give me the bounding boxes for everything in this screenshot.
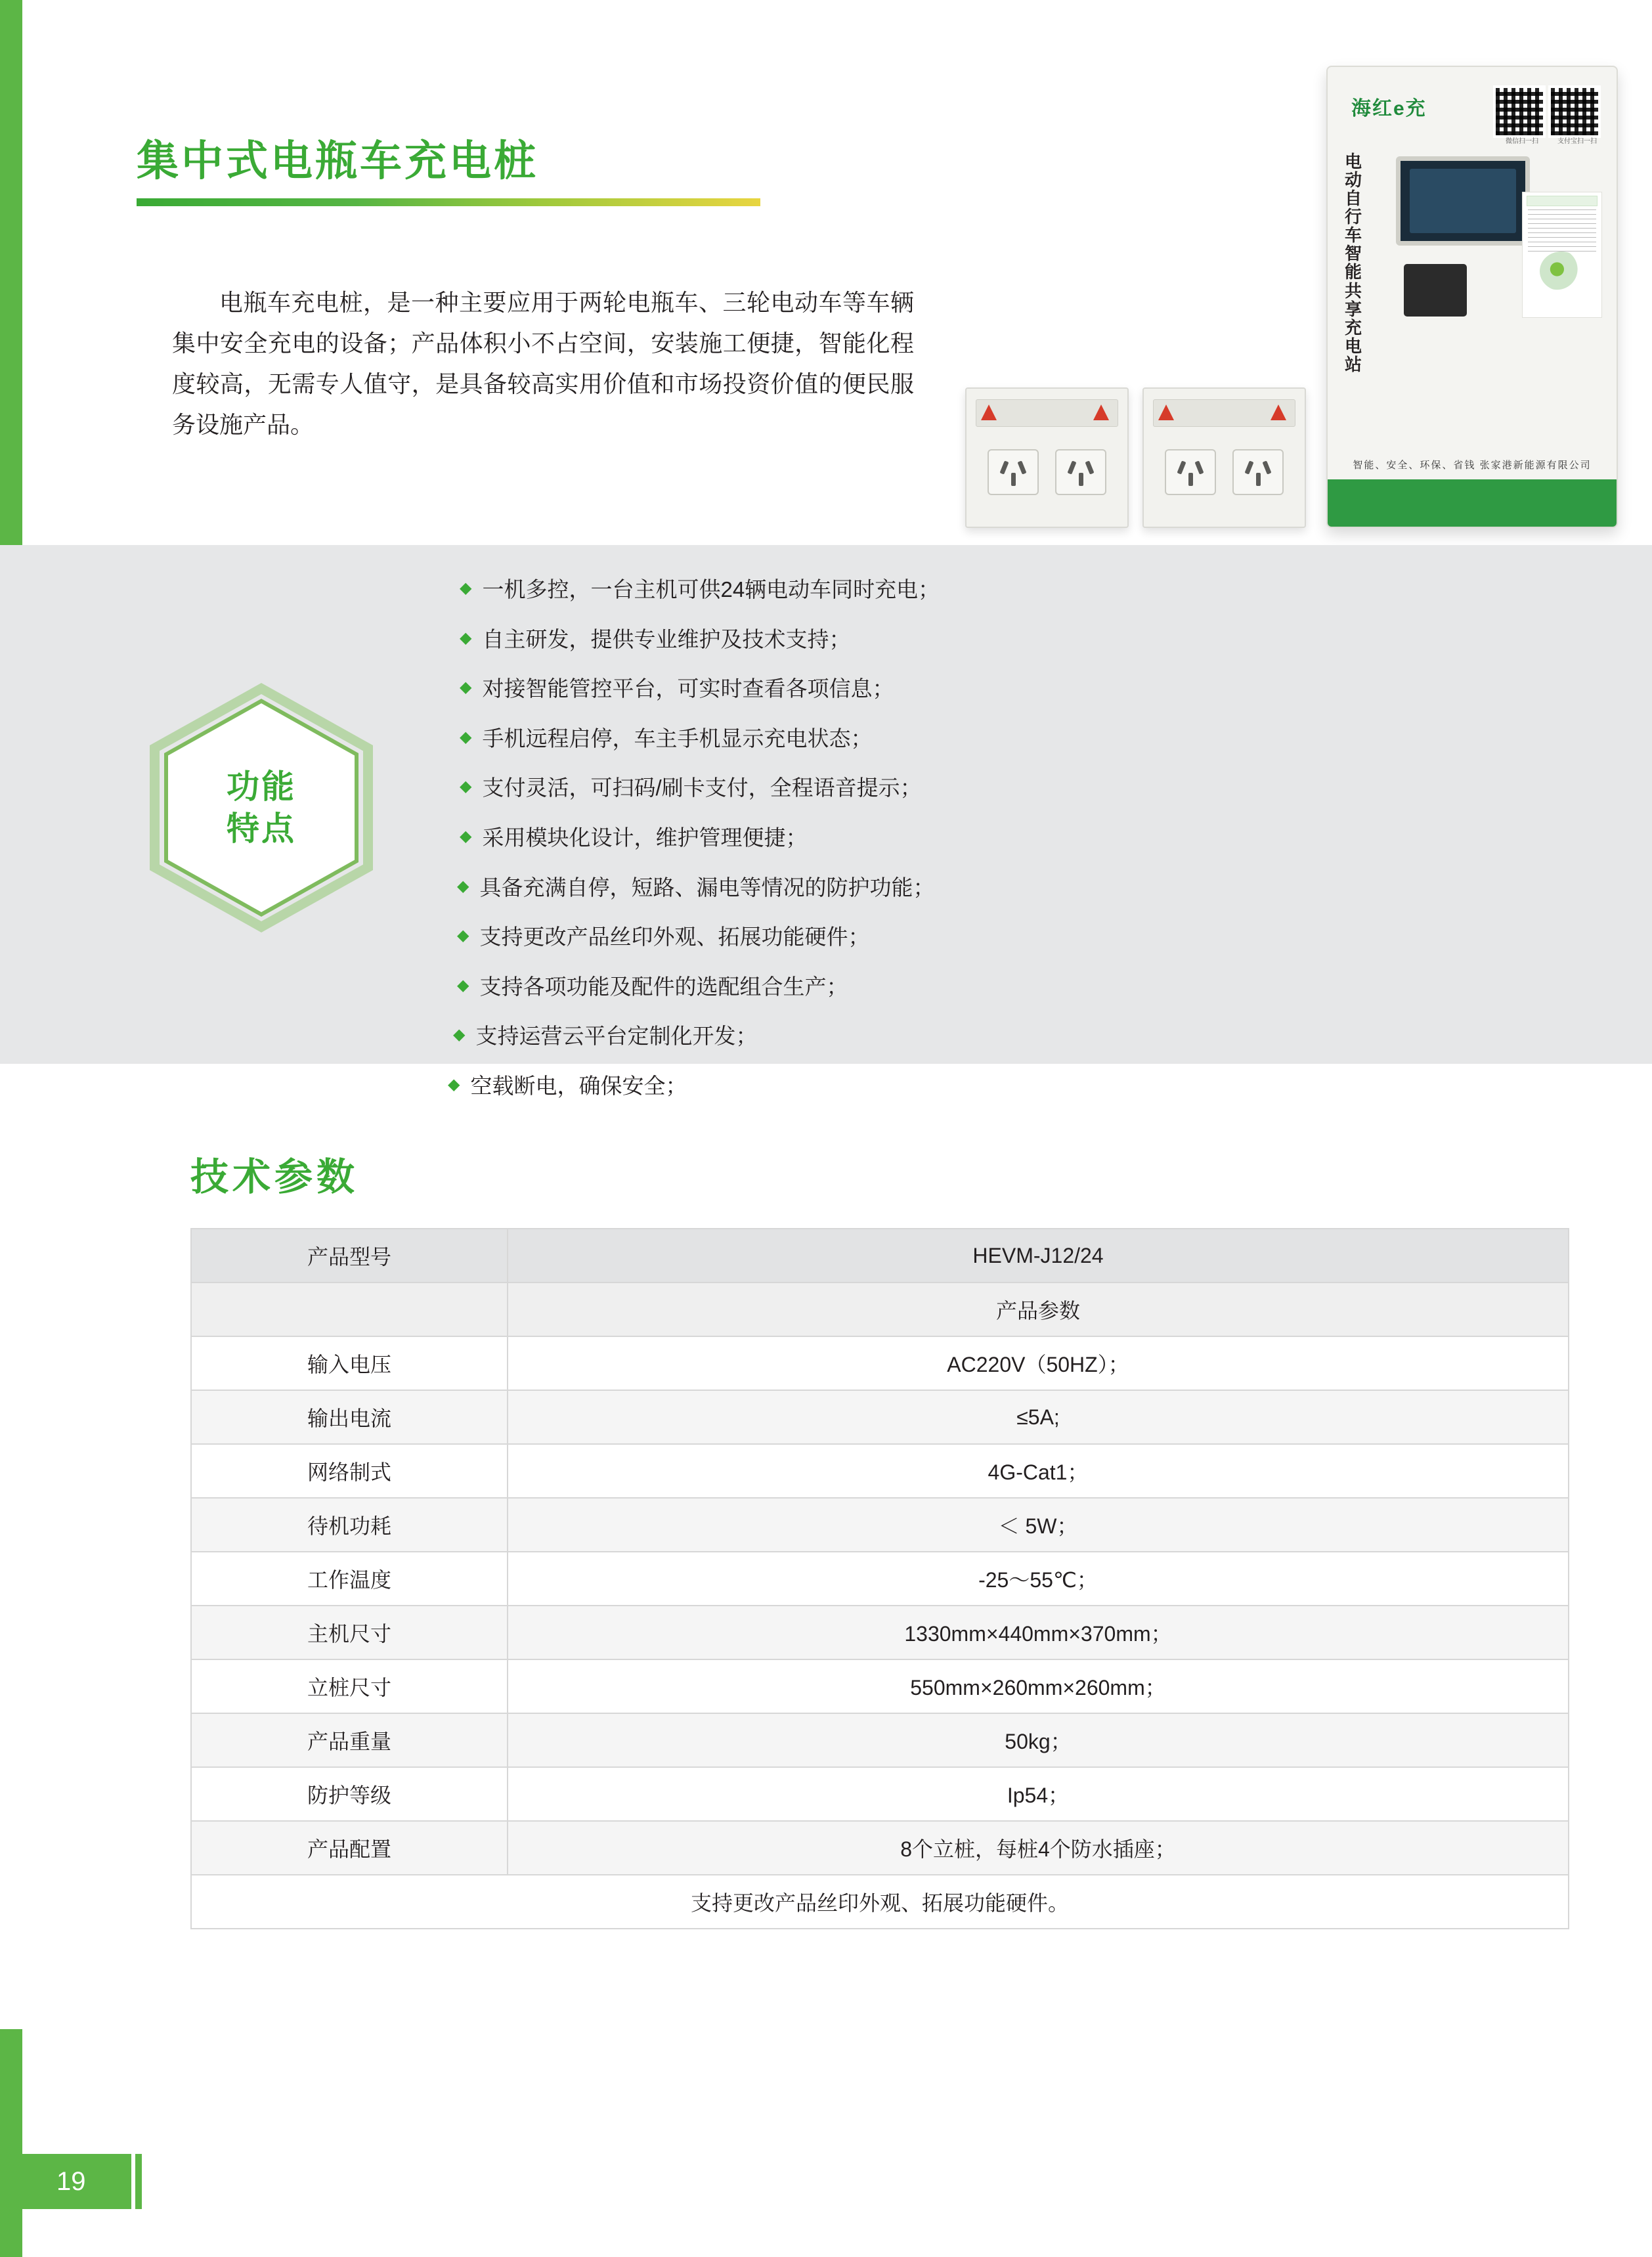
spec-key: 输入电压 — [191, 1336, 508, 1390]
list-item — [457, 974, 1445, 1000]
socket-outlet-icon — [988, 449, 1039, 495]
spec-key: 产品重量 — [191, 1713, 508, 1767]
diamond-bullet-icon: ◆ — [460, 678, 472, 697]
list-item-label: 自主研发，提供专业维护及技术支持； — [482, 626, 851, 651]
table-row — [191, 1390, 1569, 1444]
diamond-bullet-icon: ◆ — [457, 976, 469, 994]
list-item — [457, 924, 1445, 950]
list-item-label: 具备充满自停，短路、漏电等情况的防护功能； — [479, 875, 935, 900]
list-item — [448, 1073, 1445, 1099]
spec-value: -25～55℃； — [508, 1552, 1569, 1606]
diamond-bullet-icon: ◆ — [460, 728, 472, 746]
list-item — [457, 875, 1445, 901]
station-vertical-text: 电动自行车智能共享充电站 — [1345, 152, 1363, 374]
spec-header-key: 产品型号 — [191, 1229, 508, 1282]
socket-box-top-strip — [1153, 399, 1295, 427]
specs-section-title: 技术参数 — [190, 1156, 359, 1198]
spec-key: 立桩尺寸 — [191, 1659, 508, 1713]
spec-value: 50kg； — [508, 1713, 1569, 1767]
station-brand-label: 海红e充 — [1351, 98, 1427, 120]
spec-value: AC220V（50HZ）； — [508, 1336, 1569, 1390]
page-number-box — [0, 2154, 131, 2209]
page-number-tick — [135, 2154, 142, 2209]
table-row — [191, 1552, 1569, 1606]
table-row — [191, 1767, 1569, 1821]
table-row — [191, 1444, 1569, 1498]
table-row — [191, 1713, 1569, 1767]
product-photo-group — [939, 66, 1622, 525]
spec-note: 支持更改产品丝印外观、拓展功能硬件。 — [191, 1875, 1569, 1929]
spec-key: 输出电流 — [191, 1390, 508, 1444]
socket-outlet-icon — [1165, 449, 1216, 495]
station-footer-bar — [1328, 479, 1617, 527]
list-item-label: 对接智能管控平台，可实时查看各项信息； — [482, 676, 894, 701]
list-item — [460, 577, 1445, 603]
spec-value: 4G-Cat1； — [508, 1444, 1569, 1498]
spec-key: 网络制式 — [191, 1444, 508, 1498]
qr-code-icon — [1548, 85, 1601, 138]
qr-code-icon — [1493, 85, 1546, 138]
spec-key: 产品配置 — [191, 1821, 508, 1875]
diamond-bullet-icon: ◆ — [457, 927, 469, 945]
spec-key: 防护等级 — [191, 1767, 508, 1821]
diamond-bullet-icon: ◆ — [460, 628, 472, 647]
socket-box-image-2 — [1142, 387, 1306, 528]
table-row — [191, 1606, 1569, 1659]
features-badge-line2: 特点 — [227, 810, 296, 847]
spec-value: 8个立桩，每桩4个防水插座； — [508, 1821, 1569, 1875]
charging-station-image — [1326, 66, 1618, 528]
list-item — [460, 825, 1445, 851]
diamond-bullet-icon: ◆ — [448, 1075, 460, 1093]
list-item-label: 支持更改产品丝印外观、拓展功能硬件； — [479, 925, 870, 950]
list-item — [460, 676, 1445, 702]
list-item — [460, 626, 1445, 653]
table-row — [191, 1336, 1569, 1390]
station-footer-text: 智能、安全、环保、省钱 张家港新能源有限公司 — [1353, 460, 1592, 471]
list-item-label: 手机远程启停，车主手机显示充电状态； — [482, 726, 873, 751]
diamond-bullet-icon: ◆ — [460, 579, 472, 597]
socket-outlet-icon — [1055, 449, 1106, 495]
spec-key: 主机尺寸 — [191, 1606, 508, 1659]
spec-value: ＜ 5W； — [508, 1498, 1569, 1552]
table-row-note — [191, 1875, 1569, 1929]
spec-key: 待机功耗 — [191, 1498, 508, 1552]
socket-box-image-1 — [965, 387, 1129, 528]
title-underline — [137, 198, 760, 206]
list-item-label: 一机多控，一台主机可供24辆电动车同时充电； — [482, 577, 940, 602]
list-item-label: 支持运营云平台定制化开发； — [475, 1024, 758, 1049]
intro-paragraph: 电瓶车充电桩，是一种主要应用于两轮电瓶车、三轮电动车等车辆集中安全充电的设备；产品体积小不占空间，安装施工便捷，智能化程度较高，无需专人值守，是具备较高实用价值和市场投资价值的便民服务设施产品。 — [172, 289, 914, 438]
features-badge-line1: 功能 — [227, 768, 296, 805]
table-row — [191, 1498, 1569, 1552]
page-title-block — [137, 138, 767, 206]
diamond-bullet-icon: ◆ — [460, 778, 472, 796]
qr-caption-left: 微信扫一扫 — [1506, 138, 1538, 145]
list-item-label: 空载断电，确保安全； — [470, 1073, 687, 1098]
specs-table — [190, 1228, 1569, 1929]
socket-outlet-icon — [1232, 449, 1284, 495]
spec-value: 550mm×260mm×260mm； — [508, 1659, 1569, 1713]
list-item — [453, 1023, 1445, 1049]
page-title: 集中式电瓶车充电桩 — [137, 137, 538, 185]
table-row — [191, 1659, 1569, 1713]
diamond-bullet-icon: ◆ — [453, 1026, 466, 1044]
features-badge-label — [150, 766, 373, 850]
list-item — [460, 775, 1445, 801]
page-number: 19 — [56, 2166, 86, 2196]
spec-value: 1330mm×440mm×370mm； — [508, 1606, 1569, 1659]
table-row — [191, 1821, 1569, 1875]
table-row-subheader — [191, 1282, 1569, 1336]
left-accent-bar-top — [0, 0, 22, 545]
socket-box-top-strip — [976, 399, 1118, 427]
spec-header-value: HEVM-J12/24 — [508, 1229, 1569, 1282]
spec-subheader-key — [191, 1282, 508, 1336]
list-item-label: 采用模块化设计，维护管理便捷； — [482, 825, 808, 850]
features-hex-badge — [150, 683, 373, 932]
list-item — [460, 726, 1445, 752]
station-info-label — [1522, 192, 1602, 318]
spec-value: Ip54； — [508, 1767, 1569, 1821]
diamond-bullet-icon: ◆ — [457, 877, 469, 895]
table-row-header — [191, 1229, 1569, 1282]
spec-value: ≤5A; — [508, 1390, 1569, 1444]
left-accent-bar-bottom — [0, 2029, 22, 2257]
list-item-label: 支付灵活，可扫码/刷卡支付，全程语音提示； — [482, 776, 922, 800]
feature-list — [448, 577, 1445, 1123]
diamond-bullet-icon: ◆ — [460, 827, 472, 845]
list-item-label: 支持各项功能及配件的选配组合生产； — [479, 974, 848, 999]
qr-caption-right: 支付宝扫一扫 — [1557, 138, 1597, 145]
station-display-screen — [1396, 156, 1530, 246]
spec-key: 工作温度 — [191, 1552, 508, 1606]
spec-subheader-value: 产品参数 — [508, 1282, 1569, 1336]
card-reader-icon — [1404, 264, 1467, 317]
